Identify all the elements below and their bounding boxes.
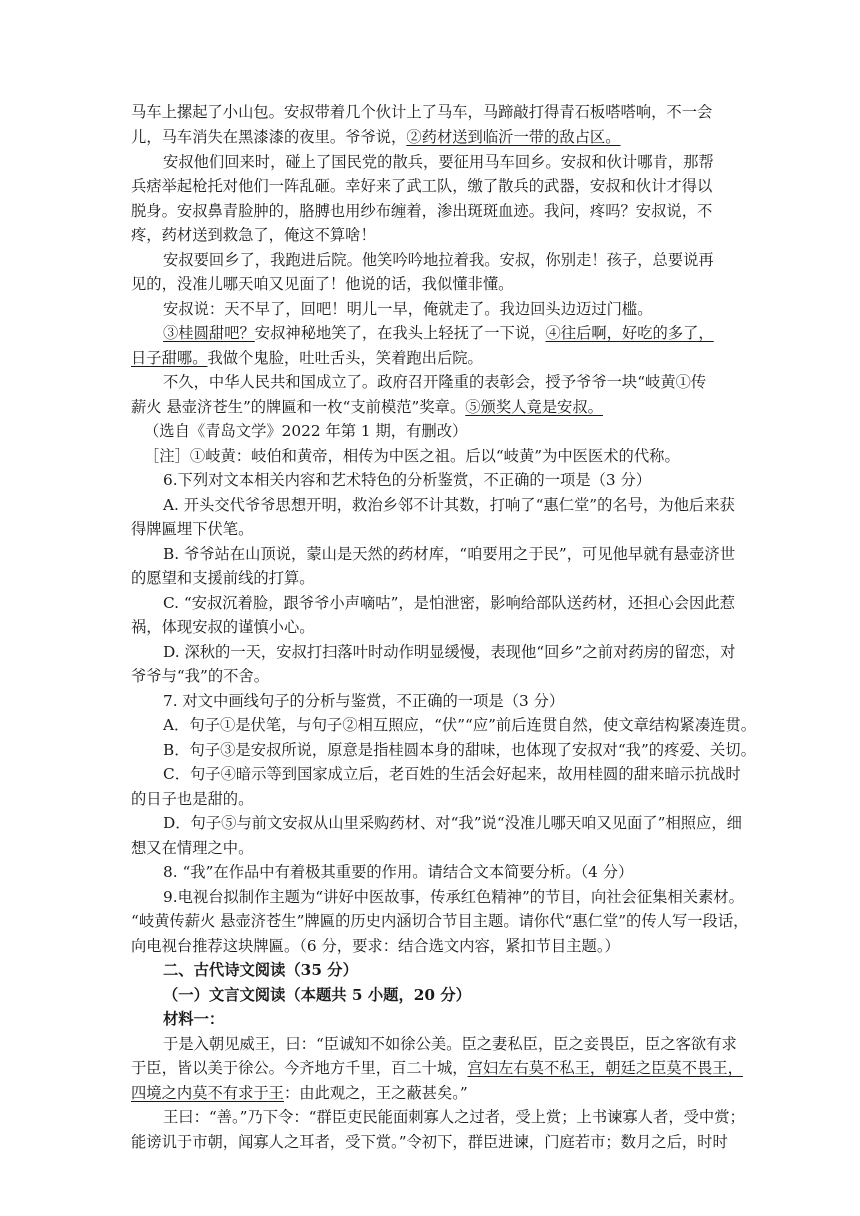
- story-line: [131, 126, 621, 148]
- q6-option-c-cont: 祸，体现安叔的谨慎小心。: [131, 618, 315, 636]
- q6-option-c: C. “安叔沉着脸，跟爷爷小声嘀咕”，是怕泄密，影响给部队送药材，还担心会因此惹: [163, 594, 735, 612]
- story-line: [131, 396, 603, 418]
- q7-option-a: A．句子①是伏笔，与句子②相互照应，“伏”“应”前后连贯自然，使文章结构紧凑连贯。: [163, 716, 757, 734]
- story-line: 安叔说：天不早了，回吧！明儿一早，俺就走了。我边回头边迈过门槛。: [163, 300, 653, 318]
- story-line: 见的，没准儿哪天咱又见面了！他说的话，我似懂非懂。: [131, 275, 514, 293]
- material-label: 材料一：: [163, 1010, 225, 1028]
- q7-option-d: D．句子⑤与前文安叔从山里采购药材、对“我”说“没准儿哪天咱又见面了”相照应，细: [163, 814, 742, 832]
- story-text: 我做个鬼脸，吐吐舌头，笑着跑出后院。: [207, 349, 483, 367]
- underlined-sentence-5: ⑤颁奖人竟是安叔。: [465, 398, 603, 416]
- story-line: 安叔要回乡了，我跑进后院。他笑吟吟地拉着我。安叔，你别走！孩子，总要说再: [163, 251, 714, 269]
- story-line: 脱身。安叔鼻青脸肿的，胳膊也用纱布缠着，渗出斑斑血迹。我问，疼吗？安叔说，不: [131, 202, 713, 220]
- footnote: ［注］①岐黄：岐伯和黄帝，相传为中医之祖。后以“岐黄”为中医医术的代称。: [144, 447, 680, 465]
- story-line: 安叔他们回来时，碰上了国民党的散兵，要征用马车回乡。安叔和伙计哪肯，那帮: [163, 153, 714, 171]
- story-line: 马车上摞起了小山包。安叔带着几个伙计上了马车，马蹄敲打得青石板嗒嗒响，不一会: [131, 103, 713, 121]
- story-line: 不久，中华人民共和国成立了。政府召开隆重的表彰会，授予爷爷一块“岐黄①传: [163, 373, 707, 391]
- classical-text-line: [131, 1082, 468, 1104]
- classical-text-line: 能谤讥于市朝，闻寡人之耳者，受下赏。”令初下，群臣进谏，门庭若市；数月之后，时时: [131, 1133, 728, 1151]
- story-line: 疼，药材送到救急了，俺这不算啥！: [131, 226, 376, 244]
- underlined-classical-sentence: 宫妇左右莫不私王，朝廷之臣莫不畏王，: [467, 1059, 743, 1077]
- q6-option-b-cont: 的愿望和支援前线的打算。: [131, 569, 315, 587]
- q7-option-c: C．句子④暗示等到国家成立后，老百姓的生活会好起来，故用桂圆的甜来暗示抗战时: [163, 765, 741, 783]
- question-6-stem: 6.下列对文本相关内容和艺术特色的分析鉴赏，不正确的一项是（3 分）: [163, 471, 652, 489]
- question-8: 8. “我”在作品中有着极其重要的作用。请结合文本简要分析。（4 分）: [163, 863, 634, 881]
- section-heading: 二、古代诗文阅读（35 分）: [163, 961, 358, 979]
- story-text: 安叔神秘地笑了，在我头上轻抚了一下说，: [254, 324, 546, 342]
- underlined-sentence-3: ③桂圆甜吧？: [163, 324, 255, 342]
- q7-option-d-cont: 想又在情理之中。: [131, 839, 254, 857]
- q7-option-b: B．句子③是安叔所说，原意是指桂圆本身的甜味，也体现了安叔对“我”的疼爱、关切。: [163, 741, 756, 759]
- q6-option-d: D. 深秋的一天，安叔打扫落叶时动作明显缓慢，表现他“回乡”之前对药房的留恋，对: [163, 643, 736, 661]
- classical-text-line: [131, 1057, 743, 1079]
- q6-option-d-cont: 爷爷与“我”的不舍。: [131, 667, 270, 685]
- underlined-sentence-4: ④往后啊，好吃的多了，: [545, 324, 714, 342]
- classical-text: 于臣，皆以美于徐公。今齐地方千里，百二十城，: [131, 1059, 468, 1077]
- question-9-cont: 向电视台推荐这块牌匾。（6 分，要求：结合选文内容，紧扣节目主题。）: [131, 937, 620, 955]
- story-line: 兵痞举起枪托对他们一阵乱砸。幸好来了武工队，缴了散兵的武器，安叔和伙计才得以: [131, 177, 713, 195]
- q6-option-b: B. 爷爷站在山顶说，蒙山是天然的药材库，“咱要用之于民”，可见他早就有悬壶济世: [163, 545, 735, 563]
- classical-text-line: 王曰：“善。”乃下令：“群臣吏民能面刺寡人之过者，受上赏；上书谏寡人者，受中赏；: [163, 1108, 745, 1126]
- q6-option-a-cont: 得牌匾埋下伏笔。: [131, 520, 254, 538]
- source-citation: （选自《青岛文学》2022 年第 1 期，有删改）: [144, 422, 468, 440]
- story-text: 薪火 悬壶济苍生”的牌匾和一枚“支前模范”奖章。: [131, 398, 466, 416]
- question-9: 9.电视台拟制作主题为“讲好中医故事，传承红色精神”的节目，向社会征集相关素材。: [163, 888, 744, 906]
- underlined-sentence-4-end: 日子甜哪。: [131, 349, 208, 367]
- question-7-stem: 7. 对文中画线句子的分析与鉴赏，不正确的一项是（3 分）: [163, 692, 565, 710]
- story-line: [163, 322, 714, 344]
- question-9-cont: “岐黄传薪火 悬壶济苍生”牌匾的历史内涵切合节目主题。请你代“惠仁堂”的传人写一段话，: [131, 912, 749, 930]
- subsection-heading: （一）文言文阅读（本题共 5 小题，20 分）: [163, 986, 471, 1004]
- underlined-classical-sentence: 四境之内莫不有求于王: [131, 1084, 284, 1102]
- q6-option-a: A. 开头交代爷爷思想开明，救治乡邻不计其数，打响了“惠仁堂”的名号，为他后来获: [163, 496, 735, 514]
- classical-text: ：由此观之，王之蔽甚矣。”: [283, 1084, 468, 1102]
- classical-text-line: 于是入朝见威王，曰：“臣诚知不如徐公美。臣之妻私臣，臣之妾畏臣，臣之客欲有求: [163, 1035, 737, 1053]
- story-text: 儿，马车消失在黑漆漆的夜里。爷爷说，: [131, 128, 407, 146]
- underlined-sentence-2: ②药材送到临沂一带的敌占区。: [406, 128, 621, 146]
- q7-option-c-cont: 的日子也是甜的。: [131, 790, 254, 808]
- story-line: [131, 347, 483, 369]
